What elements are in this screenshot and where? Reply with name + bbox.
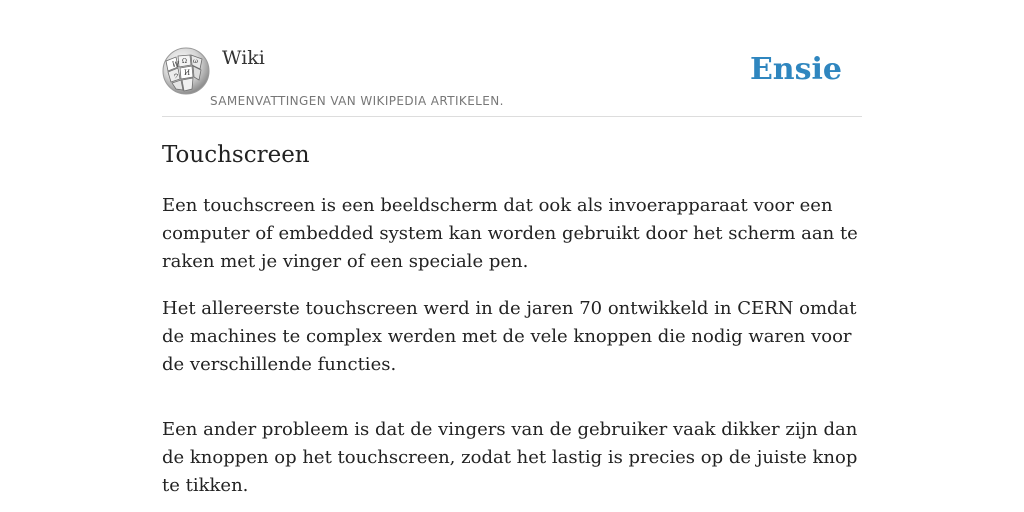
- page-container: [162, 0, 862, 512]
- svg-text:ウ: ウ: [173, 73, 180, 80]
- svg-text:И: И: [184, 69, 191, 77]
- brand-logo-link[interactable]: Ensie: [749, 52, 842, 87]
- article-title: Touchscreen: [162, 142, 310, 168]
- site-tagline: SAMENVATTINGEN VAN WIKIPEDIA ARTIKELEN.: [210, 94, 504, 108]
- wikipedia-globe-icon[interactable]: [162, 47, 210, 95]
- article-body: [162, 192, 867, 512]
- svg-text:ω: ω: [193, 58, 198, 65]
- article-paragraph: Een ander probleem is dat de vingers van de gebruiker vaak dikker zijn dan de knoppen op het touchscreen, zodat het lastig is precies op de juiste knop te tikken.: [162, 419, 858, 496]
- site-name[interactable]: Wiki: [222, 47, 265, 69]
- svg-text:Ω: Ω: [182, 58, 187, 65]
- site-header: [162, 0, 862, 117]
- article-paragraph: Het allereerste touchscreen werd in de jaren 70 ontwikkeld in CERN omdat de machines te complex werden met de vele knoppen die nodig waren voor de verschillende functies.: [162, 298, 857, 375]
- article-paragraph: Een touchscreen is een beeldscherm dat ook als invoerapparaat voor een computer of embedded system kan worden gebruikt door het scherm aan te raken met je vinger of een speciale pen.: [162, 195, 858, 272]
- svg-text:W: W: [172, 61, 180, 69]
